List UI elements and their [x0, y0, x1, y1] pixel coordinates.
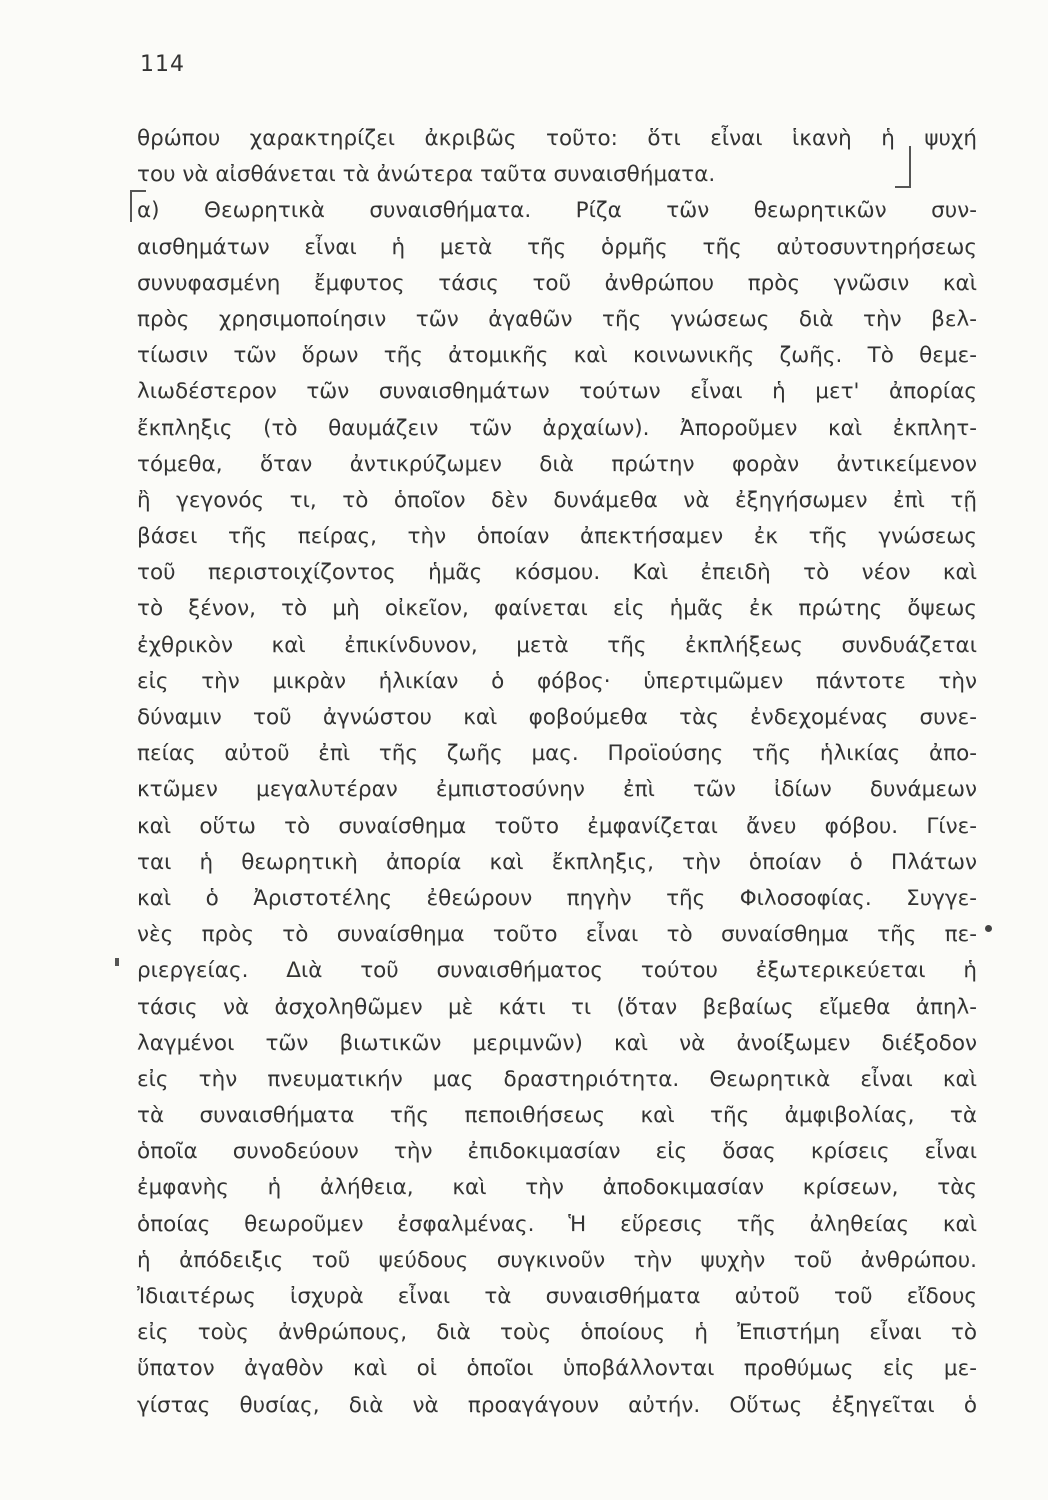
text-line: ὁποῖα συνοδεύουν τὴν ἐπιδοκιμασίαν εἰς ὅσας κρίσεις εἶναι [137, 1139, 977, 1165]
text-line: ἐμφανὴς ἡ ἀλήθεια, καὶ τὴν ἀποδοκιμασίαν κρίσεων, τὰς [137, 1175, 977, 1201]
text-line: εἰς τοὺς ἀνθρώπους, διὰ τοὺς ὁποίους ἡ Ἐπιστήμη εἶναι τὸ [137, 1320, 977, 1346]
text-line: ἢ γεγονός τι, τὸ ὁποῖον δὲν δυνάμεθα νὰ ἐξηγήσωμεν ἐπὶ τῇ [137, 487, 977, 513]
text-line: πείας αὐτοῦ ἐπὶ τῆς ζωῆς μας. Προϊούσης τῆς ἡλικίας ἀπο- [137, 741, 977, 767]
text-line: βάσει τῆς πείρας, τὴν ὁποίαν ἀπεκτήσαμεν ἐκ τῆς γνώσεως [137, 524, 977, 550]
text-line: γίστας θυσίας, διὰ νὰ προαγάγουν αὐτήν. Οὕτως ἐξηγεῖται ὁ [137, 1392, 977, 1418]
text-line: αισθημάτων εἶναι ἡ μετὰ τῆς ὁρμῆς τῆς αὐτοσυντηρήσεως [137, 234, 977, 260]
text-line: τὸ ξένον, τὸ μὴ οἰκεῖον, φαίνεται εἰς ἡμᾶς ἐκ πρώτης ὄψεως [137, 596, 977, 622]
text-line: καὶ οὕτω τὸ συναίσθημα τοῦτο ἐμφανίζεται ἄνευ φόβου. Γίνε- [137, 813, 977, 839]
text-line: ται ἡ θεωρητικὴ ἀπορία καὶ ἔκπληξις, τὴν ὁποίαν ὁ Πλάτων [137, 849, 977, 875]
text-line: τίωσιν τῶν ὅρων τῆς ἀτομικῆς καὶ κοινωνικῆς ζωῆς. Τὸ θεμε- [137, 343, 977, 369]
text-line: Ἰδιαιτέρως ἰσχυρὰ εἶναι τὰ συναισθήματα αὐτοῦ τοῦ εἴδους [137, 1284, 977, 1309]
text-line: ἡ ἀπόδειξις τοῦ ψεύδους συγκινοῦν τὴν ψυχὴν τοῦ ἀνθρώπου. [137, 1247, 977, 1273]
page-number: 114 [140, 52, 185, 77]
text-line: τὰ συναισθήματα τῆς πεποιθήσεως καὶ τῆς ἀμφιβολίας, τὰ [137, 1103, 977, 1129]
text-line: ὕπατον ἀγαθὸν καὶ οἱ ὁποῖοι ὑποβάλλονται προθύμως εἰς με- [137, 1356, 977, 1382]
margin-tick-mark [115, 958, 119, 966]
text-line: εἰς τὴν πνευματικήν μας δραστηριότητα. Θεωρητικὰ εἶναι καὶ [137, 1066, 977, 1092]
text-line: του νὰ αἰσθάνεται τὰ ἀνώτερα ταῦτα συναισθήματα. [137, 162, 716, 188]
margin-dot-mark [985, 925, 992, 932]
text-line: λαγμένοι τῶν βιωτικῶν μεριμνῶν) καὶ νὰ ἀνοίξωμεν διέξοδον [137, 1030, 977, 1056]
text-line: εἰς τὴν μικρὰν ἡλικίαν ὁ φόβος· ὑπερτιμῶμεν πάντοτε τὴν [137, 668, 977, 694]
text-line: τόμεθα, ὅταν ἀντικρύζωμεν διὰ πρώτην φορὰν ἀντικείμενον [137, 451, 977, 477]
text-line: λιωδέστερον τῶν συναισθημάτων τούτων εἶναι ἡ μετ' ἀπορίας [137, 379, 977, 405]
text-line: α) Θεωρητικὰ συναισθήματα. Ρίζα τῶν θεωρητικῶν συν- [137, 198, 977, 224]
text-line: θρώπου χαρακτηρίζει ἀκριβῶς τοῦτο: ὅτι εἶναι ἱκανὴ ἡ ψυχή [137, 126, 977, 151]
text-line: ριεργείας. Διὰ τοῦ συναισθήματος τούτου ἐξωτερικεύεται ἡ [137, 958, 977, 984]
text-line: πρὸς χρησιμοποίησιν τῶν ἀγαθῶν τῆς γνώσεως διὰ τὴν βελ- [137, 306, 977, 332]
text-line: δύναμιν τοῦ ἀγνώστου καὶ φοβούμεθα τὰς ἐνδεχομένας συνε- [137, 705, 977, 730]
text-line: συνυφασμένη ἔμφυτος τάσις τοῦ ἀνθρώπου πρὸς γνῶσιν καὶ [137, 270, 977, 296]
text-line: τάσις νὰ ἀσχοληθῶμεν μὲ κάτι τι (ὅταν βεβαίως εἴμεθα ἀπηλ- [137, 994, 977, 1020]
text-line: τοῦ περιστοιχίζοντος ἡμᾶς κόσμου. Καὶ ἐπειδὴ τὸ νέον καὶ [137, 560, 977, 586]
body-text [137, 121, 977, 1424]
text-line: νὲς πρὸς τὸ συναίσθημα τοῦτο εἶναι τὸ συναίσθημα τῆς πε- [137, 922, 977, 948]
text-line: καὶ ὁ Ἀριστοτέλης ἐθεώρουν πηγὴν τῆς Φιλοσοφίας. Συγγε- [137, 885, 977, 911]
text-line: ἔκπληξις (τὸ θαυμάζειν τῶν ἀρχαίων). Ἀποροῦμεν καὶ ἐκπλητ- [137, 415, 977, 441]
text-line: κτῶμεν μεγαλυτέραν ἐμπιστοσύνην ἐπὶ τῶν ἰδίων δυνάμεων [137, 777, 977, 803]
text-line: ὁποίας θεωροῦμεν ἐσφαλμένας. Ἡ εὕρεσις τῆς ἀληθείας καὶ [137, 1211, 977, 1237]
text-line: ἐχθρικὸν καὶ ἐπικίνδυνον, μετὰ τῆς ἐκπλήξεως συνδυάζεται [137, 632, 977, 658]
